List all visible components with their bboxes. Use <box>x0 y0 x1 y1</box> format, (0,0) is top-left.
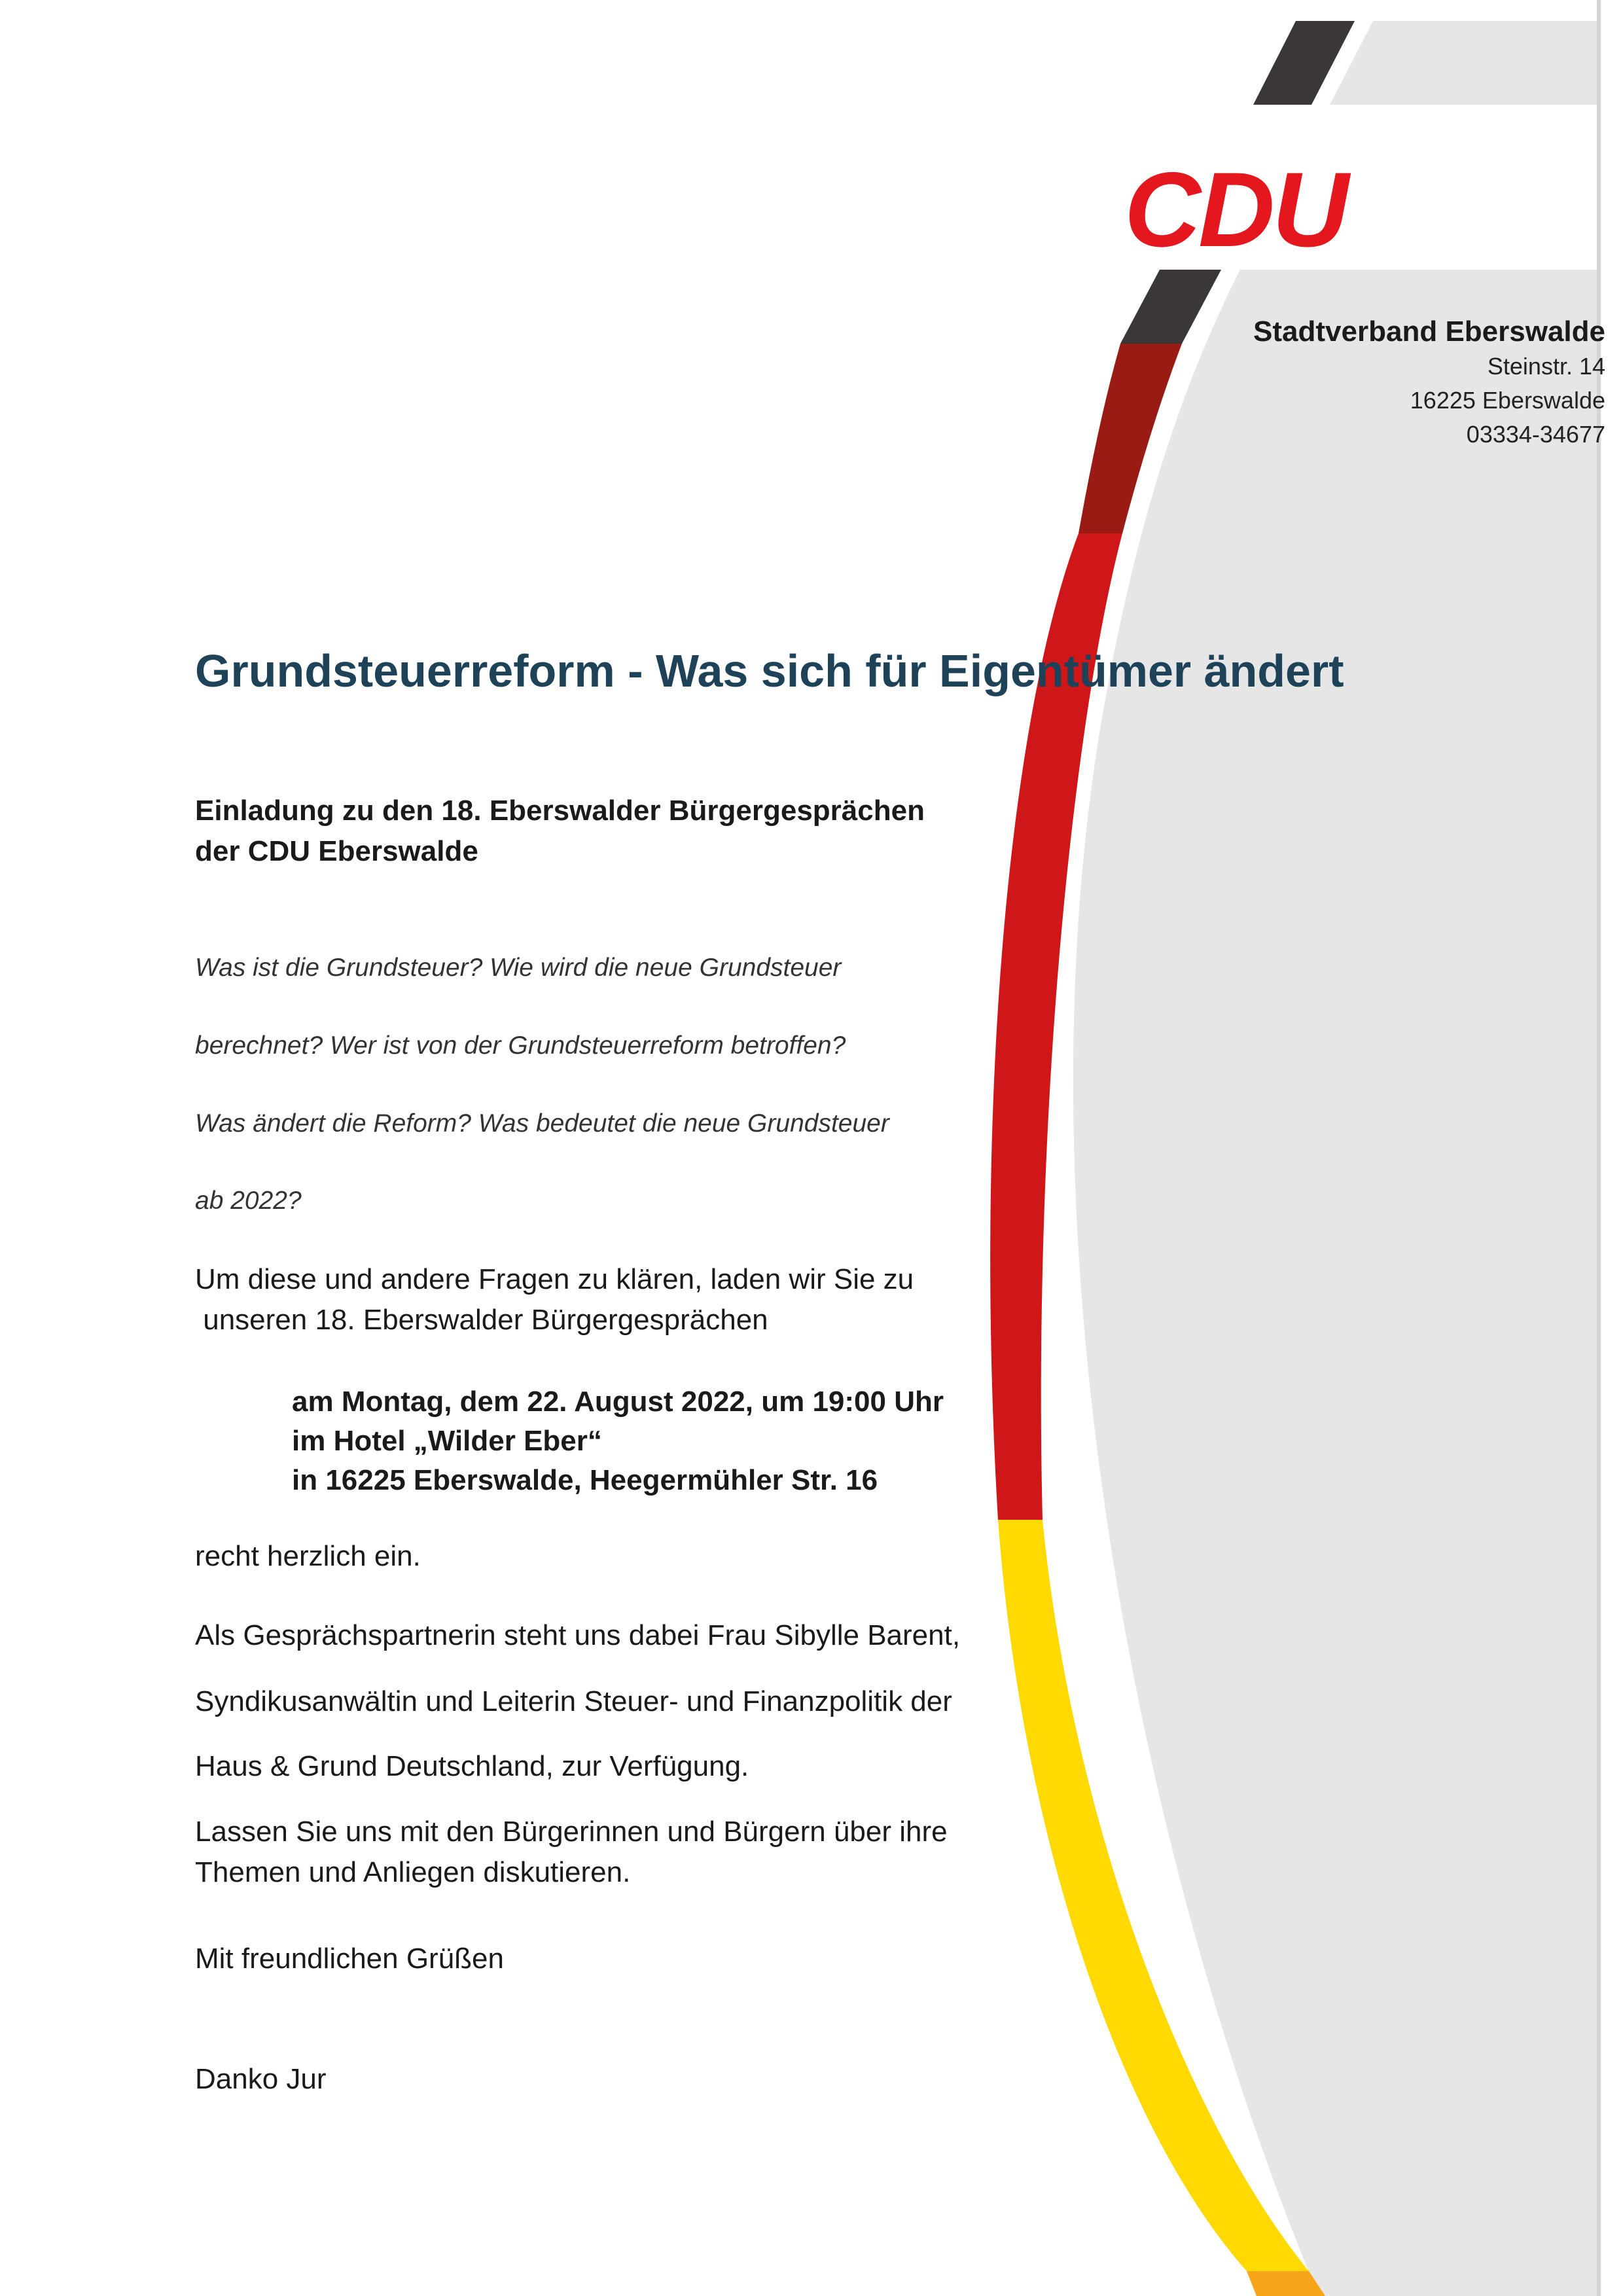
sender-name: Stadtverband Eberswalde <box>1253 315 1605 348</box>
subheading-line-2: der CDU Eberswalde <box>195 835 478 867</box>
discuss-paragraph <box>195 1812 948 1893</box>
question-line-4: ab 2022? <box>195 1187 302 1215</box>
speaker-line-2: Syndikusanwältin und Leiterin Steuer- und Finanzpolitik der <box>195 1685 952 1717</box>
event-date: am Montag, dem 22. August 2022, um 19:00 Uhr <box>292 1386 944 1418</box>
invite-paragraph <box>195 1259 914 1340</box>
signature-name: Danko Jur <box>195 2063 327 2095</box>
event-details <box>292 1382 944 1500</box>
invite-line-2: unseren 18. Eberswalder Bürgergesprächen <box>195 1304 768 1336</box>
sender-phone: 03334-34677 <box>1466 421 1605 448</box>
question-line-2: berechnet? Wer ist von der Grundsteuerreform betroffen? <box>195 1031 846 1060</box>
event-venue: im Hotel „Wilder Eber“ <box>292 1425 602 1457</box>
cdu-logo <box>1124 162 1411 260</box>
event-address: in 16225 Eberswalde, Heegermühler Str. 16 <box>292 1464 878 1496</box>
invitation-subheading <box>195 791 925 872</box>
discuss-line-2: Themen und Anliegen diskutieren. <box>195 1856 631 1888</box>
sender-street: Steinstr. 14 <box>1487 353 1605 380</box>
cdu-logo-text: CDU <box>1124 162 1346 260</box>
sender-city: 16225 Eberswalde <box>1410 387 1605 414</box>
sender-block <box>1253 314 1605 452</box>
subheading-line-1: Einladung zu den 18. Eberswalder Bürgergesprächen <box>195 795 925 827</box>
invite-line-1: Um diese und andere Fragen zu klären, laden wir Sie zu <box>195 1263 914 1295</box>
speaker-line-1: Als Gesprächspartnerin steht uns dabei Frau Sibylle Barent, <box>195 1619 961 1651</box>
top-gray-panel <box>1330 21 1597 105</box>
arc-segment-dark <box>1120 270 1221 344</box>
invite-closing: recht herzlich ein. <box>195 1540 421 1572</box>
question-line-1: Was ist die Grundsteuer? Wie wird die neue Grundsteuer <box>195 954 842 982</box>
discuss-line-1: Lassen Sie uns mit den Bürgerinnen und Bürgern über ihre <box>195 1816 948 1848</box>
speaker-line-3: Haus & Grund Deutschland, zur Verfügung. <box>195 1750 749 1782</box>
question-line-3: Was ändert die Reform? Was bedeutet die neue Grundsteuer <box>195 1109 889 1138</box>
closing-greeting: Mit freundlichen Grüßen <box>195 1943 504 1975</box>
page-title: Grundsteuerreform - Was sich für Eigentümer ändert <box>195 645 1344 696</box>
